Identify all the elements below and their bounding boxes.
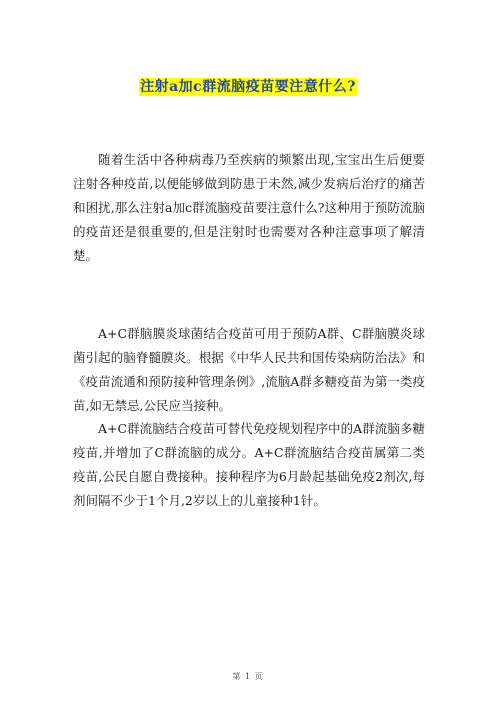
page-number: 第 1 页 <box>232 672 264 681</box>
paragraph-vaccine-schedule: A+C群流脑结合疫苗可替代免疫规划程序中的A群流脑多糖疫苗,并增加了C群流脑的成分。A+C群流脑结合疫苗属第二类疫苗,公民自愿自费接种。接种程序为6月龄起基础免疫2剂次,每剂间隔不少于1个月,2岁以上的儿童接种1针。 <box>73 421 425 508</box>
paragraph-intro: 随着生活中各种病毒乃至疾病的频繁出现,宝宝出生后便要注射各种疫苗,以便能够做到防患于未然,减少发病后治疗的痛苦和困扰,那么注射a加c群流脑疫苗要注意什么?这种用于预防流脑的疫苗还是很重要的,但是注射时也需要对各种注意事项了解清楚。 <box>73 152 425 263</box>
document-title: 注射a加c群流脑疫苗要注意什么? <box>140 79 356 95</box>
title-container <box>0 76 496 96</box>
paragraph-vaccine-purpose: A+C群脑膜炎球菌结合疫苗可用于预防A群、C群脑膜炎球菌引起的脑脊髓膜炎。根据《中华人民共和国传染病防治法》和《疫苗流通和预防接种管理条例》,流脑A群多糖疫苗为第一类疫苗,如无禁忌,公民应当接种。 <box>73 326 425 413</box>
